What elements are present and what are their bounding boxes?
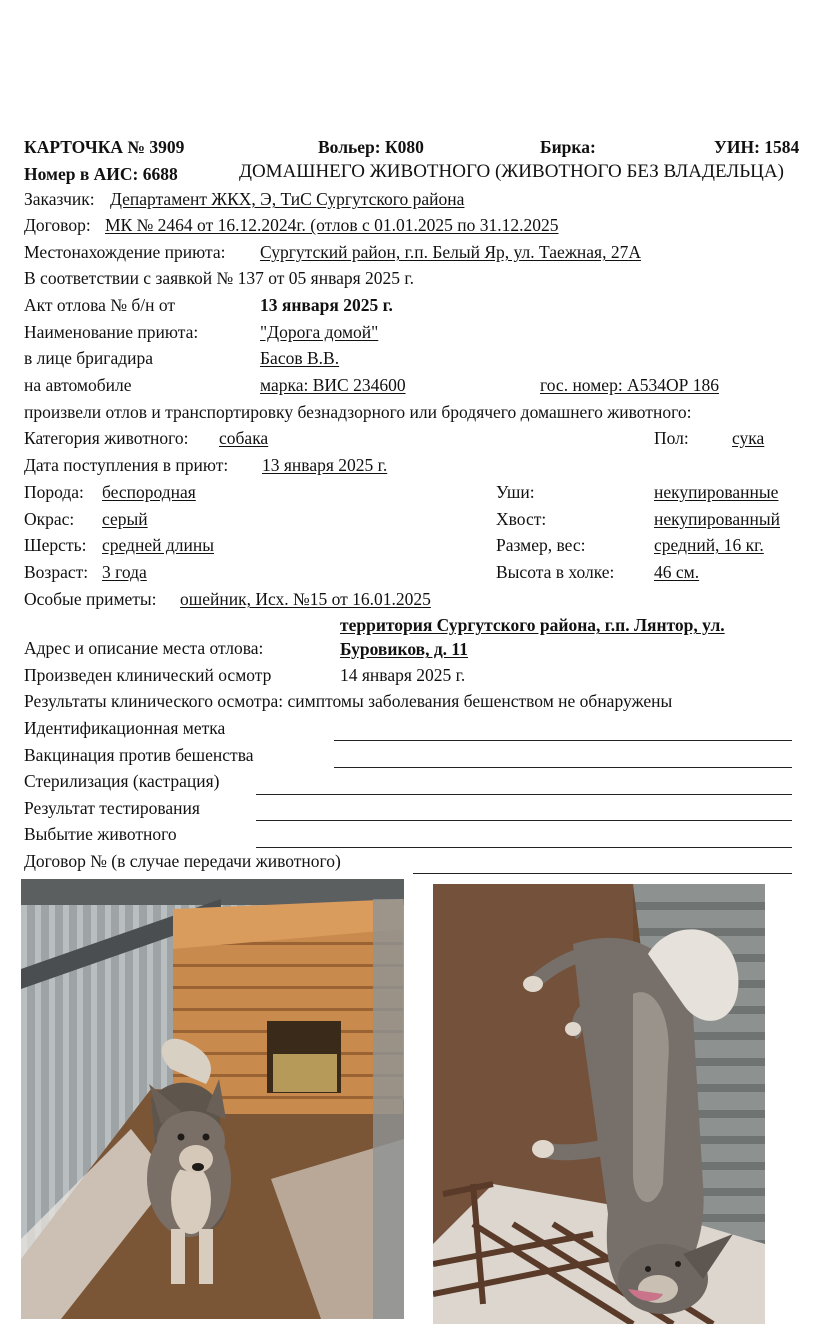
catch-place-line1: территория Сургутского района, г.п. Лянтор, ул. <box>340 615 725 635</box>
shelter-location-value: Сургутский район, г.п. Белый Яр, ул. Таежная, 27А <box>260 242 641 262</box>
catch-act-label: Акт отлова № б/н от <box>24 295 176 315</box>
tail-value: некупированный <box>654 509 781 529</box>
contract-value: МК № 2464 от 16.12.2024г. (отлов с 01.01.2025 по 31.12.2025 <box>105 215 559 235</box>
tag-label: Бирка: <box>540 137 596 157</box>
request-line: В соответствии с заявкой № 137 от 05 января 2025 г. <box>24 268 414 288</box>
coat-value: средней длины <box>102 535 214 555</box>
height-label: Высота в холке: <box>496 562 615 582</box>
uin-number: УИН: 1584 <box>714 137 800 157</box>
breed-label: Порода: <box>24 482 84 502</box>
ais-number: Номер в АИС: 6688 <box>24 164 178 184</box>
blank-field-line <box>413 873 792 874</box>
card-number: КАРТОЧКА № 3909 <box>24 137 185 157</box>
vehicle-model: марка: ВИС 234600 <box>260 375 406 395</box>
shelter-location-label: Местонахождение приюта: <box>24 242 226 262</box>
blank-field-line <box>334 767 792 768</box>
marks-value: ошейник, Исх. №15 от 16.01.2025 <box>180 589 431 609</box>
enclosure-number: Вольер: К080 <box>318 137 424 157</box>
statement: произвели отлов и транспортировку безнадзорного или бродячего домашнего животного: <box>24 402 692 422</box>
sex-value: сука <box>732 428 765 448</box>
age-label: Возраст: <box>24 562 89 582</box>
catch-place-line2: Буровиков, д. 11 <box>340 639 468 659</box>
category-value: собака <box>219 428 269 448</box>
ears-value: некупированные <box>654 482 779 502</box>
sex-label: Пол: <box>654 428 689 448</box>
catch-place-label: Адрес и описание места отлова: <box>24 638 264 658</box>
customer-label: Заказчик: <box>24 189 95 209</box>
height-value: 46 см. <box>654 562 700 582</box>
customer-value: Департамент ЖКХ, Э, ТиС Сургутского района <box>110 189 465 209</box>
category-label: Категория животного: <box>24 428 189 448</box>
color-value: серый <box>102 509 148 529</box>
blank-field-label: Вакцинация против бешенства <box>24 745 254 765</box>
breed-value: беспородная <box>102 482 196 502</box>
coat-label: Шерсть: <box>24 535 87 555</box>
foreman-value: Басов В.В. <box>260 348 340 368</box>
blank-field-label: Договор № (в случае передачи животного) <box>24 851 341 871</box>
tail-label: Хвост: <box>496 509 547 529</box>
blank-field-label: Результат тестирования <box>24 798 200 818</box>
shelter-name-label: Наименование приюта: <box>24 322 199 342</box>
dog-lying-photo <box>433 884 765 1324</box>
blank-field-label: Стерилизация (кастрация) <box>24 771 220 791</box>
arrival-value: 13 января 2025 г. <box>262 455 388 475</box>
shelter-name-value: "Дорога домой" <box>260 322 379 342</box>
blank-field-line <box>256 820 792 821</box>
blank-field-line <box>334 740 792 741</box>
dog-in-enclosure-photo <box>21 879 404 1319</box>
document-title: ДОМАШНЕГО ЖИВОТНОГО (ЖИВОТНОГО БЕЗ ВЛАДЕЛЬЦА) <box>239 161 784 182</box>
blank-field-line <box>256 847 792 848</box>
catch-act-date: 13 января 2025 г. <box>260 295 393 315</box>
vehicle-label: на автомобиле <box>24 375 132 395</box>
contract-label: Договор: <box>24 215 91 235</box>
arrival-label: Дата поступления в приют: <box>24 455 229 475</box>
marks-label: Особые приметы: <box>24 589 157 609</box>
blank-field-label: Идентификационная метка <box>24 718 226 738</box>
exam-label: Произведен клинический осмотр <box>24 665 272 685</box>
color-label: Окрас: <box>24 509 75 529</box>
blank-field-label: Выбытие животного <box>24 824 177 844</box>
vehicle-plate: гос. номер: А534ОР 186 <box>540 375 719 395</box>
exam-date: 14 января 2025 г. <box>340 665 466 685</box>
blank-field-line <box>256 794 792 795</box>
age-value: 3 года <box>102 562 147 582</box>
ears-label: Уши: <box>496 482 535 502</box>
foreman-label: в лице бригадира <box>24 348 153 368</box>
size-label: Размер, вес: <box>496 535 586 555</box>
exam-results: Результаты клинического осмотра: симптомы заболевания бешенством не обнаружены <box>24 691 673 711</box>
size-value: средний, 16 кг. <box>654 535 764 555</box>
